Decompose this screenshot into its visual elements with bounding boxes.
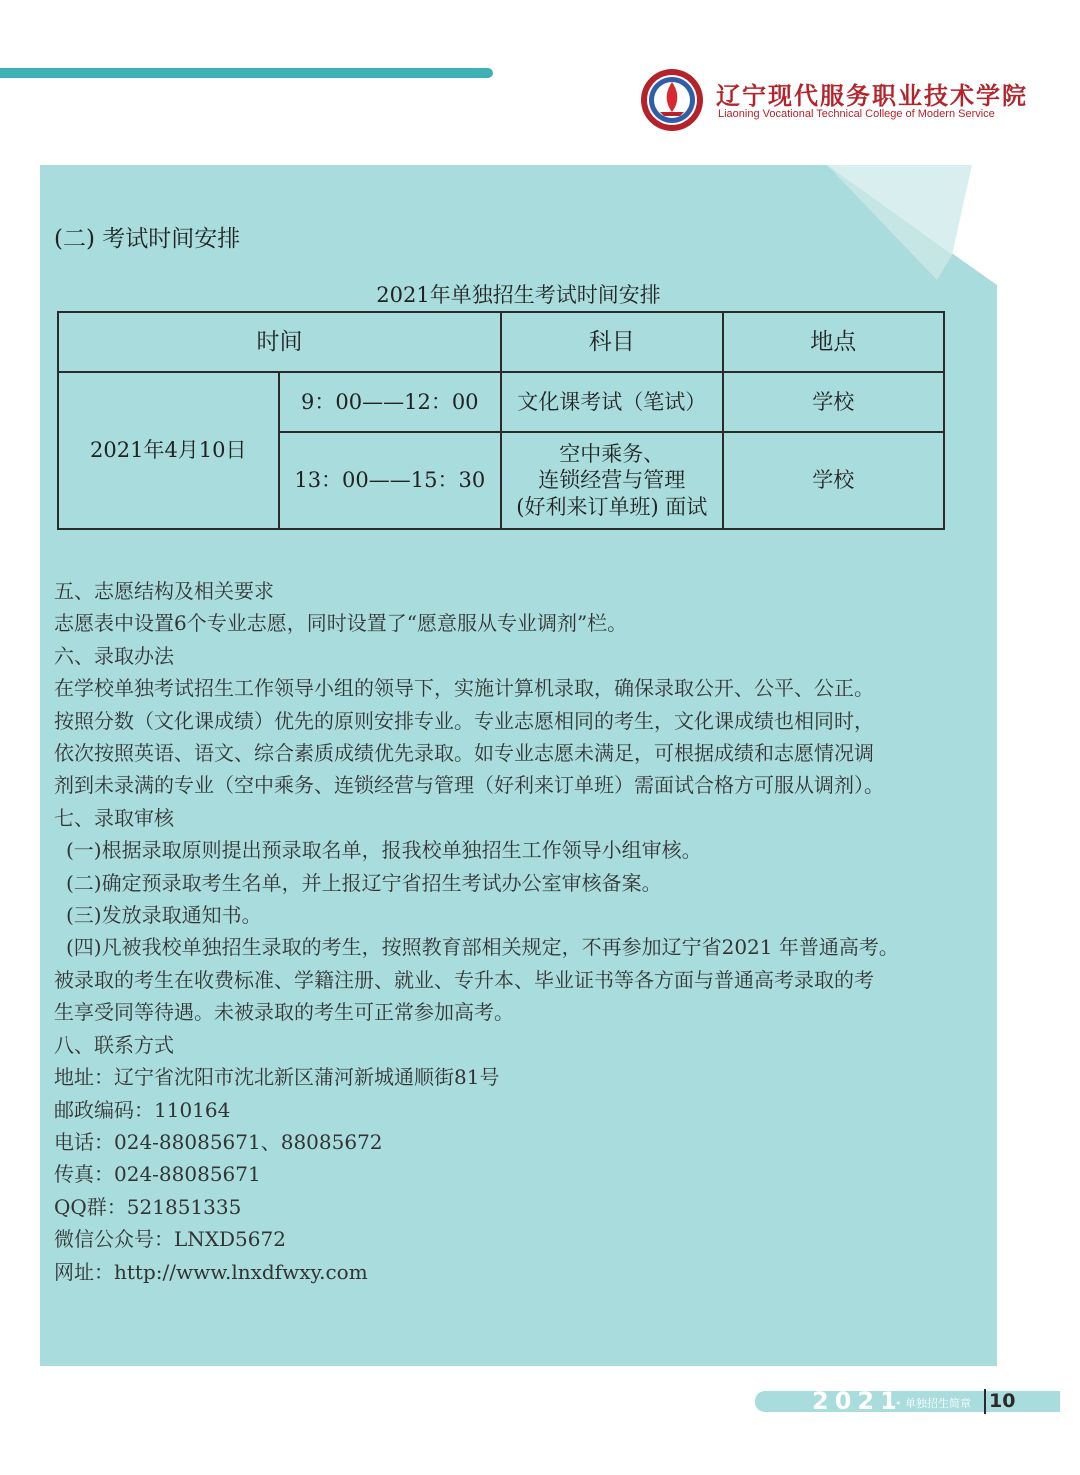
exam-place: 学校	[723, 432, 944, 529]
section-heading: (二) 考试时间安排	[54, 226, 241, 252]
body-line: 剂到未录满的专业（空中乘务、连锁经营与管理（好利来订单班）需面试合格方可服从调剂）。	[54, 773, 884, 798]
body-line: 微信公众号：LNXD5672	[54, 1227, 286, 1252]
body-line: (三)发放录取通知书。	[66, 903, 262, 928]
exam-schedule-table	[57, 311, 945, 530]
exam-subject	[501, 432, 723, 529]
exam-subject-line: (好利来订单班) 面试	[516, 494, 708, 519]
body-line: 地址：辽宁省沈阳市沈北新区蒲河新城通顺街81号	[54, 1065, 500, 1090]
footer-separator	[984, 1389, 986, 1414]
header-place: 地点	[723, 312, 944, 372]
exam-time: 9：00——12：00	[279, 372, 502, 432]
exam-subject-line: 连锁经营与管理	[538, 468, 686, 493]
body-line: 电话：024-88085671、88085672	[54, 1129, 383, 1154]
college-logo-icon	[640, 68, 704, 132]
body-line: 网址：http://www.lnxdfwxy.com	[54, 1259, 368, 1284]
body-line: 被录取的考生在收费标准、学籍注册、就业、专升本、毕业证书等各方面与普通高考录取的考	[54, 967, 874, 992]
page-fold-corner	[827, 165, 997, 285]
exam-time: 13：00——15：30	[279, 432, 502, 529]
body-line: (二)确定预录取考生名单，并上报辽宁省招生考试办公室审核备案。	[66, 870, 662, 895]
footer-label: • 单独招生简章	[895, 1397, 971, 1410]
exam-subject	[501, 372, 723, 432]
body-line: 志愿表中设置6个专业志愿，同时设置了“愿意服从专业调剂”栏。	[54, 611, 628, 636]
body-text	[54, 575, 954, 1288]
body-line: 六、录取办法	[54, 643, 174, 668]
page-number: 10	[989, 1390, 1016, 1412]
body-line: QQ群：521851335	[54, 1194, 242, 1219]
footer-year: 2021	[812, 1387, 903, 1415]
table-row	[58, 372, 944, 432]
header-subject: 科目	[501, 312, 723, 372]
body-line: (四)凡被我校单独招生录取的考生，按照教育部相关规定，不再参加辽宁省2021 年普通高考。	[66, 935, 899, 960]
body-line: 邮政编码：110164	[54, 1097, 231, 1122]
header-accent-bar	[0, 68, 493, 78]
exam-date: 2021年4月10日	[58, 372, 279, 529]
exam-subject-line: 文化课考试（笔试）	[517, 389, 707, 414]
college-name-cn: 辽宁现代服务职业技术学院	[716, 81, 1028, 110]
body-line: 在学校单独考试招生工作领导小组的领导下，实施计算机录取，确保录取公开、公平、公正。	[54, 676, 874, 701]
body-line: 按照分数（文化课成绩）优先的原则安排专业。专业志愿相同的考生，文化课成绩也相同时，	[54, 708, 874, 733]
body-line: 五、志愿结构及相关要求	[54, 579, 274, 603]
body-line: 七、录取审核	[54, 805, 174, 830]
exam-place: 学校	[723, 372, 944, 432]
header-time: 时间	[58, 312, 501, 372]
schedule-title: 2021年单独招生考试时间安排	[376, 283, 661, 307]
body-line: 依次按照英语、语文、综合素质成绩优先录取。如专业志愿未满足，可根据成绩和志愿情况调	[54, 741, 874, 766]
exam-subject-line: 空中乘务、	[559, 442, 665, 467]
body-line: (一)根据录取原则提出预录取名单，报我校单独招生工作领导小组审核。	[66, 838, 702, 863]
body-line: 八、联系方式	[54, 1032, 174, 1057]
college-name-en: Liaoning Vocational Technical College of Modern Service	[718, 108, 995, 120]
body-line: 传真：024-88085671	[54, 1162, 261, 1187]
table-header-row	[58, 312, 944, 372]
body-line: 生享受同等待遇。未被录取的考生可正常参加高考。	[54, 1000, 514, 1025]
